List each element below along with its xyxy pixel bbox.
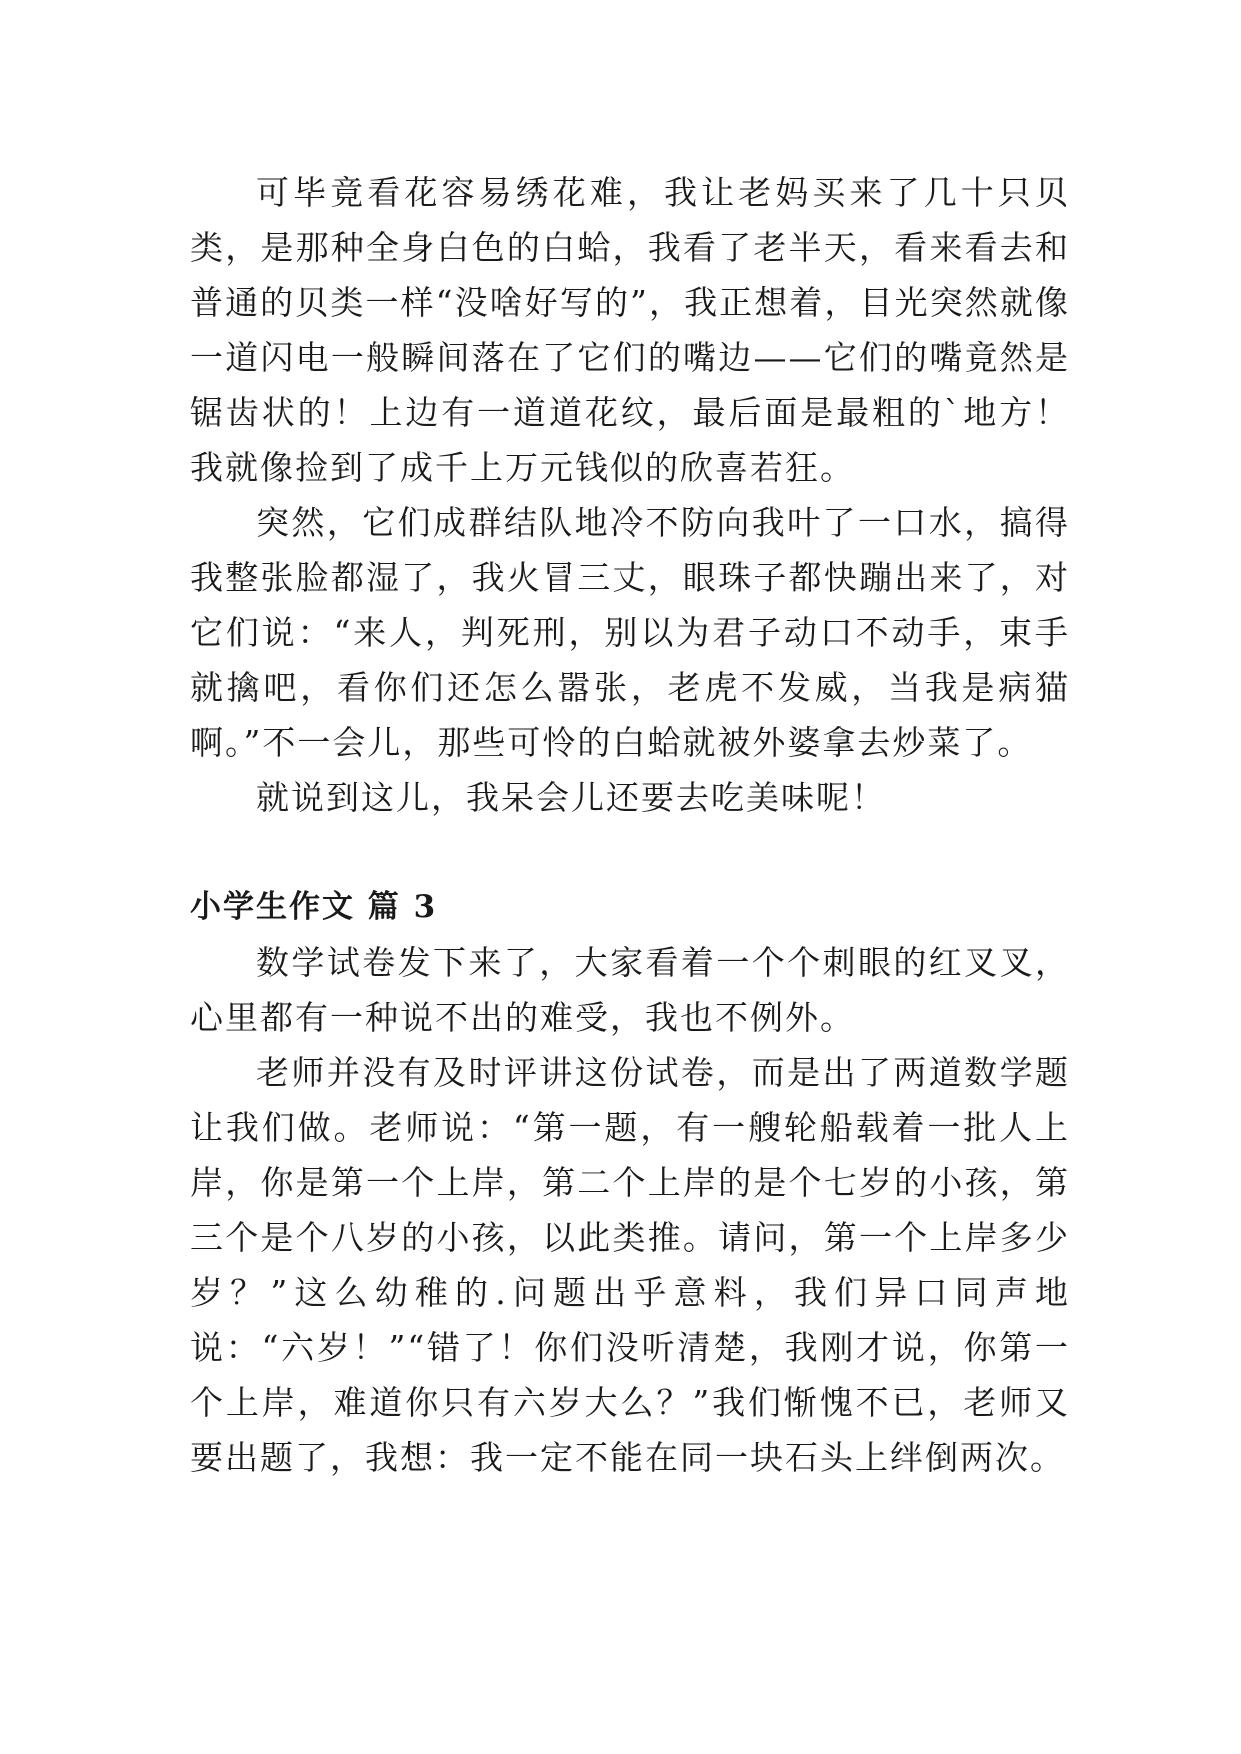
paragraph: 就说到这儿，我呆会儿还要去吃美味呢！ bbox=[256, 778, 886, 817]
document-page bbox=[190, 165, 1070, 1485]
paragraph: 可毕竟看花容易绣花难，我让老妈买来了几十只贝类，是那种全身白色的白蛤，我看了老半天，看来看去和普通的贝类一样“没啥好写的”，我正想着，目光突然就像一道闪电一般瞬间落在了它们的嘴边——它们的嘴竟然是锯齿状的！上边有一道道花纹，最后面是最粗的`地方！我就像捡到了成千上万元钱似的欣喜若狂。 bbox=[190, 173, 1070, 487]
section-title: 小学生作文 篇 3 bbox=[190, 889, 438, 925]
paragraph: 突然，它们成群结队地冷不防向我叶了一口水，搞得我整张脸都湿了，我火冒三丈，眼珠子都快蹦出来了，对它们说：“来人，判死刑，别以为君子动口不动手，束手就擒吧，看你们还怎么嚣张，老虎不发威，当我是病猫啊。”不一会儿，那些可怜的白蛤就被外婆拿去炒菜了。 bbox=[190, 503, 1070, 762]
section-gap bbox=[190, 825, 1070, 880]
paragraph: 数学试卷发下来了，大家看着一个个刺眼的红叉叉，心里都有一种说不出的难受，我也不例外。 bbox=[190, 943, 1070, 1037]
paragraph: 老师并没有及时评讲这份试卷，而是出了两道数学题让我们做。老师说：“第一题，有一艘轮船载着一批人上岸，你是第一个上岸，第二个上岸的是个七岁的小孩，第三个是个八岁的小孩，以此类推。请问，第一个上岸多少岁？”这么幼稚的.问题出乎意料，我们异口同声地说：“六岁！”“错了！你们没听清楚，我刚才说，你第一个上岸，难道你只有六岁大么？”我们惭愧不已，老师又要出题了，我想：我一定不能在同一块石头上绊倒两次。 bbox=[190, 1053, 1070, 1477]
